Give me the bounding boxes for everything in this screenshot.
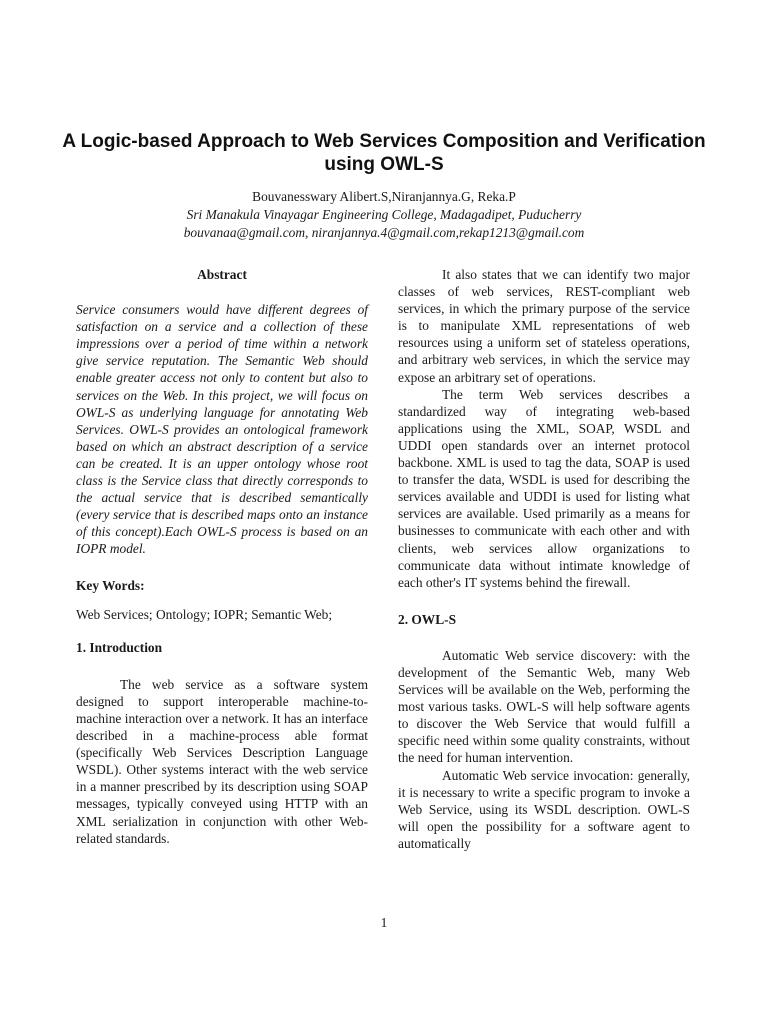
left-column — [76, 266, 368, 847]
author-names: Bouvanesswary Alibert.S,Niranjannya.G, Reka.P — [252, 189, 516, 204]
owl-s-heading: 2. OWL-S — [398, 611, 457, 627]
introduction-text: The web service as a software system designed to support interoperable machine-to-machine interaction over a network. It has an interface described in a machine-process able format (specifically Web Services Description Language WSDL). Other systems interact with the web service in a manner prescribed by its description using SOAP messages, typically conveyed using HTTP with an XML serialization in conjunction with other Web-related standards. — [76, 676, 368, 846]
paragraph-web-service-classes: It also states that we can identify two major classes of web services, REST-compliant web services, in which the primary purpose of the service is to manipulate XML representations of web resources using a uniform set of stateless operations, and arbitrary web services, in which the service may expose an arbitrary set of operations. — [398, 267, 690, 385]
paragraph-web-services-term: The term Web services describes a standardized way of integrating web-based applications using the XML, SOAP, WSDL and UDDI open standards over an internet protocol backbone. XML is used to tag the data, SOAP is used to transfer the data, WSDL is used for describing the services available and UDDI is used for listing what services are available. Used primarily as a means for businesses to communicate with each other and with clients, web services allow organizations to communicate data without intimate knowledge of each other's IT systems behind the firewall. — [398, 386, 690, 590]
paper-title: A Logic-based Approach to Web Services Composition and Verification using OWL-S — [62, 131, 706, 175]
abstract-text: Service consumers would have different degrees of satisfaction on a service and a collection of these impressions over a period of time within a network give service reputation. The Semantic Web should enable greater access not only to content but also to services on the Web. In this project, we will focus on OWL-S as underlying language for annotating Web Services. OWL-S provides an ontological framework based on which an abstract description of a service can be created. It is an upper ontology whose root class is the Service class that directly corresponds to the actual service that is described semantically (every service that is described maps onto an instance of this concept).Each OWL-S process is based on an IOPR model. — [76, 302, 368, 557]
author-emails: bouvanaa@gmail.com, niranjannya.4@gmail.com,rekap1213@gmail.com — [183, 225, 585, 240]
right-column — [398, 266, 690, 852]
paragraph-service-invocation: Automatic Web service invocation: generally, it is necessary to write a specific program to invoke a Web Service, using its WSDL description. OWL-S will open the possibility for a software agent to automatically — [398, 767, 690, 851]
keywords-heading: Key Words: — [76, 577, 145, 593]
keywords-text: Web Services; Ontology; IOPR; Semantic Web; — [76, 606, 333, 622]
abstract-heading: Abstract — [197, 267, 247, 282]
page-number: 1 — [380, 915, 388, 930]
affiliation: Sri Manakula Vinayagar Engineering College, Madagadipet, Puducherry — [186, 207, 582, 222]
introduction-heading: 1. Introduction — [76, 639, 163, 655]
author-block — [60, 188, 708, 242]
paragraph-service-discovery: Automatic Web service discovery: with the development of the Semantic Web, many Web Services will be available on the Web, performing the most various tasks. OWL-S will help software agents to discover the Web Service that would fulfill a specific need within some quality constraints, without the need for human intervention. — [398, 647, 690, 766]
